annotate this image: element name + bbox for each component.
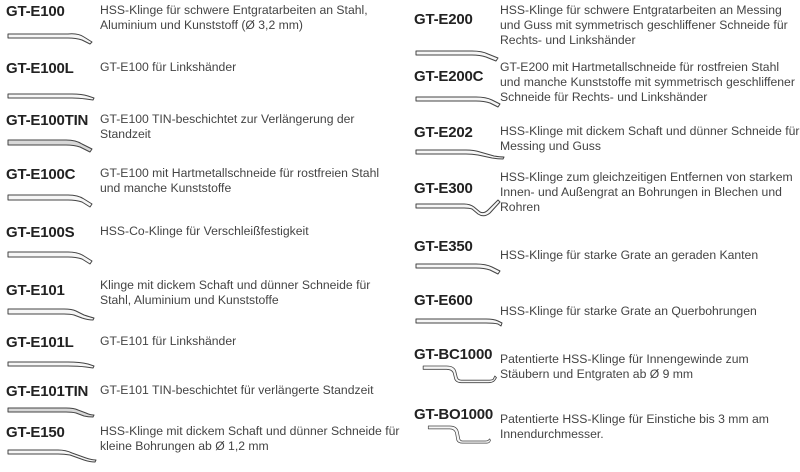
blade-description: HSS-Klinge für schwere Entgratarbeiten an Messing und Guss mit symmetrisch geschliffener Schneide für Rechts- und Linkshänder xyxy=(500,3,788,47)
blade-code: GT-E350 xyxy=(414,238,473,255)
blade-description: GT-E100 mit Hartmetallschneide für rostfreien Stahl und manche Kunststoffe xyxy=(100,166,380,195)
blade-image xyxy=(414,144,504,164)
blade-code: GT-E101L xyxy=(6,334,74,351)
blade-description: GT-E100 TIN-beschichtet zur Verlängerung der Standzeit xyxy=(100,112,355,141)
blade-code: GT-E100C xyxy=(6,166,76,183)
blade-image xyxy=(6,444,96,464)
blade-code: GT-E202 xyxy=(414,124,473,141)
blade-description: Klinge mit dickem Schaft und dünner Schneide für Stahl, Aluminium und Kunststoffe xyxy=(100,278,371,307)
blade-image xyxy=(414,258,504,278)
blade-description: HSS-Klinge für starke Grate an geraden Kanten xyxy=(500,248,759,262)
blade-image xyxy=(414,196,504,216)
blade-image xyxy=(414,90,504,110)
blade-description: GT-E101 TIN-beschichtet für verlängerte Standzeit xyxy=(100,383,374,397)
blade-description: HSS-Klinge mit dickem Schaft und dünner Schneide für Messing und Guss xyxy=(500,124,800,153)
blade-image xyxy=(6,302,96,322)
blade-description: GT-E101 für Linkshänder xyxy=(100,334,237,348)
blade-description: HSS-Klinge mit dickem Schaft und dünner Schneide für kleine Bohrungen ab Ø 1,2 mm xyxy=(100,424,400,453)
blade-description: HSS-Klinge zum gleichzeitigen Entfernen von starkem Innen- und Außengrat an Bohrungen in Blechen und Rohren xyxy=(500,170,793,214)
blade-code: GT-E100S xyxy=(6,224,75,241)
blade-image xyxy=(414,45,504,65)
blade-code: GT-E150 xyxy=(6,424,65,441)
blade-code: GT-BO1000 xyxy=(414,406,494,423)
blade-description: GT-E200 mit Hartmetallschneide für rostfreien Stahl und manche Kunststoffe mit symmetrisch geschliffener Schneide für Rechts- und Linkshänder xyxy=(500,60,795,104)
blade-image xyxy=(6,356,96,376)
blade-description: Patentierte HSS-Klinge für Innengewinde zum Stäubern und Entgraten ab Ø 9 mm xyxy=(500,352,749,381)
blade-code: GT-E600 xyxy=(414,292,473,309)
blade-image xyxy=(414,366,504,386)
blade-code: GT-E100L xyxy=(6,60,74,77)
blade-code: GT-BC1000 xyxy=(414,346,493,363)
blade-description: HSS-Co-Klinge für Verschleißfestigkeit xyxy=(100,224,309,238)
blade-image xyxy=(6,25,96,45)
blade-code: GT-E200C xyxy=(414,68,484,85)
blade-image xyxy=(6,402,96,422)
blade-code: GT-E101TIN xyxy=(6,383,89,400)
blade-code: GT-E100TIN xyxy=(6,112,89,129)
blade-image xyxy=(6,134,96,154)
blade-image xyxy=(6,188,96,208)
blade-code: GT-E300 xyxy=(414,180,473,197)
blade-code: GT-E100 xyxy=(6,3,65,20)
blade-description: GT-E100 für Linkshänder xyxy=(100,60,237,74)
blade-code: GT-E101 xyxy=(6,282,65,299)
blade-description: Patentierte HSS-Klinge für Einstiche bis 3 mm am Innendurchmesser. xyxy=(500,412,769,441)
blade-description: HSS-Klinge für starke Grate an Querbohrungen xyxy=(500,304,757,318)
blade-image xyxy=(6,86,96,106)
blade-description: HSS-Klinge für schwere Entgratarbeiten an Stahl, Aluminium und Kunststoff (Ø 3,2 mm) xyxy=(100,3,368,32)
blade-code: GT-E200 xyxy=(414,11,473,28)
blade-image xyxy=(414,426,504,446)
blade-image xyxy=(6,246,96,266)
blade-image xyxy=(414,312,504,332)
